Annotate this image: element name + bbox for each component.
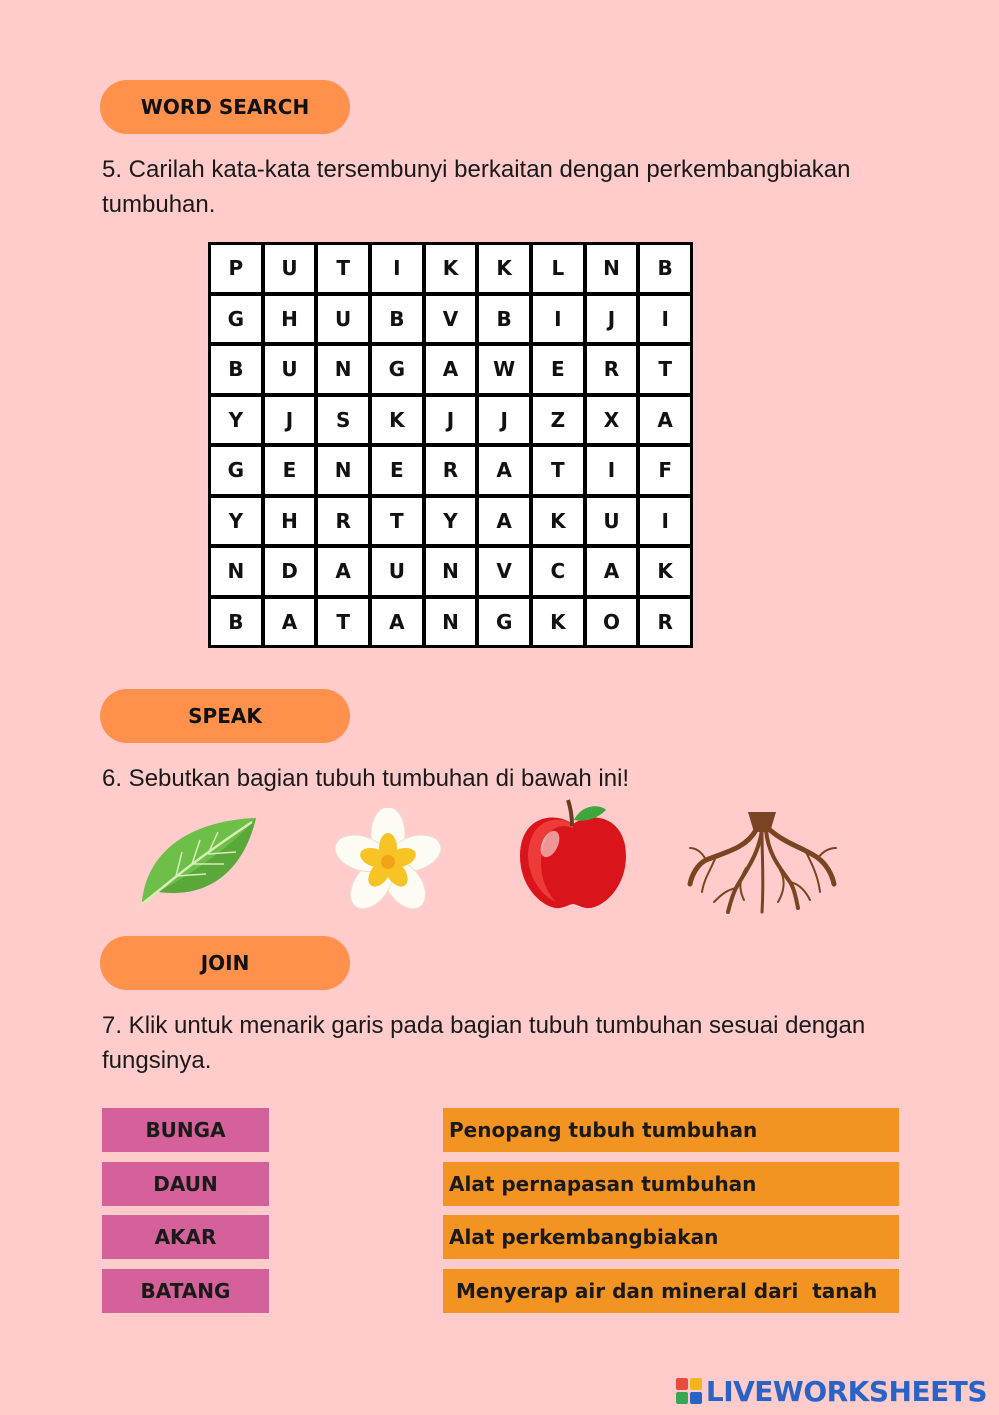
grid-cell[interactable]: W (479, 346, 529, 393)
grid-cell[interactable]: K (533, 498, 583, 545)
grid-cell[interactable]: D (265, 548, 315, 595)
grid-cell[interactable]: O (587, 599, 637, 646)
grid-cell[interactable]: T (318, 599, 368, 646)
grid-cell[interactable]: N (318, 447, 368, 494)
join-left-batang[interactable]: BATANG (102, 1269, 269, 1313)
grid-cell[interactable]: I (640, 296, 690, 343)
grid-cell[interactable]: A (479, 447, 529, 494)
grid-cell[interactable]: R (318, 498, 368, 545)
grid-cell[interactable]: A (587, 548, 637, 595)
join-label: JOIN (200, 951, 250, 975)
grid-cell[interactable]: U (318, 296, 368, 343)
apple-icon (516, 798, 630, 912)
grid-cell[interactable]: N (211, 548, 261, 595)
question-7: 7. Klik untuk menarik garis pada bagian tubuh tumbuhan sesuai dengan fungsinya. (102, 1012, 866, 1074)
grid-cell[interactable]: U (265, 245, 315, 292)
grid-cell[interactable]: H (265, 296, 315, 343)
join-right-menyerap[interactable]: Menyerap air dan mineral dari tanah (443, 1269, 899, 1313)
join-right-perkembangbiakan[interactable]: Alat perkembangbiakan (443, 1215, 899, 1259)
grid-cell[interactable]: E (372, 447, 422, 494)
liveworksheets-logo-icon (676, 1378, 702, 1404)
liveworksheets-text: LIVEWORKSHEETS (705, 1374, 987, 1408)
grid-cell[interactable]: U (587, 498, 637, 545)
grid-cell[interactable]: K (372, 397, 422, 444)
grid-cell[interactable]: A (426, 346, 476, 393)
grid-cell[interactable]: N (426, 599, 476, 646)
grid-cell[interactable]: N (426, 548, 476, 595)
grid-cell[interactable]: E (533, 346, 583, 393)
grid-cell[interactable]: H (265, 498, 315, 545)
grid-cell[interactable]: A (265, 599, 315, 646)
grid-cell[interactable]: G (372, 346, 422, 393)
grid-cell[interactable]: I (587, 447, 637, 494)
flower-icon (332, 808, 444, 912)
word-search-heading (100, 80, 350, 134)
grid-cell[interactable]: P (211, 245, 261, 292)
join-heading (100, 936, 350, 990)
grid-cell[interactable]: Y (426, 498, 476, 545)
grid-cell[interactable]: R (587, 346, 637, 393)
grid-cell[interactable]: J (426, 397, 476, 444)
grid-cell[interactable]: T (318, 245, 368, 292)
join-left-daun[interactable]: DAUN (102, 1162, 269, 1206)
question-6: 6. Sebutkan bagian tubuh tumbuhan di bawah ini! (102, 765, 630, 792)
grid-cell[interactable]: I (372, 245, 422, 292)
grid-cell[interactable]: G (479, 599, 529, 646)
grid-cell[interactable]: L (533, 245, 583, 292)
grid-cell[interactable]: B (640, 245, 690, 292)
join-left-akar[interactable]: AKAR (102, 1215, 269, 1259)
leaf-icon (136, 812, 260, 906)
grid-cell[interactable]: N (318, 346, 368, 393)
grid-cell[interactable]: A (640, 397, 690, 444)
grid-cell[interactable]: E (265, 447, 315, 494)
grid-cell[interactable]: Z (533, 397, 583, 444)
join-left-bunga[interactable]: BUNGA (102, 1108, 269, 1152)
grid-cell[interactable]: I (640, 498, 690, 545)
grid-cell[interactable]: Y (211, 498, 261, 545)
grid-cell[interactable]: K (479, 245, 529, 292)
grid-cell[interactable]: C (533, 548, 583, 595)
grid-cell[interactable]: B (372, 296, 422, 343)
grid-cell[interactable]: R (426, 447, 476, 494)
word-search-label: WORD SEARCH (140, 95, 310, 119)
grid-cell[interactable]: N (587, 245, 637, 292)
grid-cell[interactable]: F (640, 447, 690, 494)
grid-cell[interactable]: J (265, 397, 315, 444)
grid-cell[interactable]: J (587, 296, 637, 343)
root-icon (686, 808, 838, 916)
join-right-penopang[interactable]: Penopang tubuh tumbuhan (443, 1108, 899, 1152)
grid-cell[interactable]: J (479, 397, 529, 444)
grid-cell[interactable]: T (533, 447, 583, 494)
question-5: 5. Carilah kata-kata tersembunyi berkaitan dengan perkembangbiakan tumbuhan. (102, 156, 851, 218)
speak-label: SPEAK (188, 704, 262, 728)
grid-cell[interactable]: A (318, 548, 368, 595)
grid-cell[interactable]: S (318, 397, 368, 444)
grid-cell[interactable]: T (640, 346, 690, 393)
grid-cell[interactable]: I (533, 296, 583, 343)
grid-cell[interactable]: V (479, 548, 529, 595)
grid-cell[interactable]: G (211, 296, 261, 343)
grid-cell[interactable]: A (372, 599, 422, 646)
grid-cell[interactable]: T (372, 498, 422, 545)
word-search-grid (208, 242, 693, 648)
grid-cell[interactable]: K (426, 245, 476, 292)
grid-cell[interactable]: G (211, 447, 261, 494)
grid-cell[interactable]: B (211, 346, 261, 393)
liveworksheets-logo (676, 1374, 987, 1408)
grid-cell[interactable]: Y (211, 397, 261, 444)
grid-cell[interactable]: U (265, 346, 315, 393)
grid-cell[interactable]: X (587, 397, 637, 444)
grid-cell[interactable]: V (426, 296, 476, 343)
speak-heading (100, 689, 350, 743)
grid-cell[interactable]: B (211, 599, 261, 646)
grid-cell[interactable]: B (479, 296, 529, 343)
grid-cell[interactable]: A (479, 498, 529, 545)
join-right-pernapasan[interactable]: Alat pernapasan tumbuhan (443, 1162, 899, 1206)
grid-cell[interactable]: U (372, 548, 422, 595)
grid-cell[interactable]: R (640, 599, 690, 646)
grid-cell[interactable]: K (533, 599, 583, 646)
grid-cell[interactable]: K (640, 548, 690, 595)
